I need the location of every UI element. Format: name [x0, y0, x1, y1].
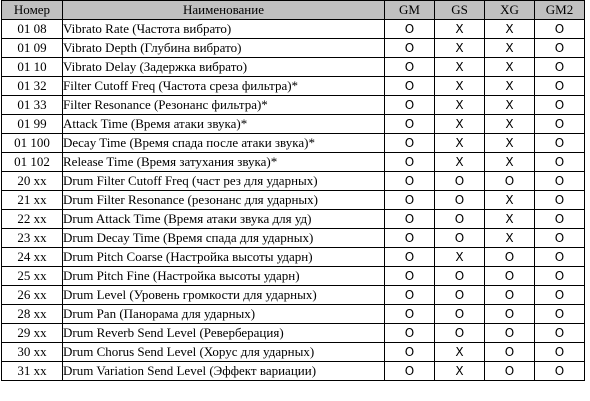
circle-icon: O	[535, 20, 585, 39]
cross-icon: X	[485, 153, 535, 172]
cell-name: Drum Variation Send Level (Эффект вариации)	[63, 362, 385, 381]
circle-icon: O	[385, 210, 435, 229]
circle-icon: O	[385, 191, 435, 210]
circle-icon: O	[435, 210, 485, 229]
table-row	[2, 115, 585, 134]
cross-icon: X	[485, 58, 535, 77]
cross-icon: X	[485, 134, 535, 153]
cell-name: Filter Cutoff Freq (Частота среза фильтра)*	[63, 77, 385, 96]
circle-icon: O	[535, 134, 585, 153]
header-number: Номер	[2, 1, 63, 20]
table-row	[2, 172, 585, 191]
cross-icon: X	[485, 39, 535, 58]
cell-number: 01 10	[2, 58, 63, 77]
circle-icon: O	[385, 153, 435, 172]
circle-icon: O	[385, 362, 435, 381]
circle-icon: O	[485, 267, 535, 286]
cell-name: Filter Resonance (Резонанс фильтра)*	[63, 96, 385, 115]
cross-icon: X	[485, 20, 535, 39]
cell-name: Drum Decay Time (Время спада для ударных)	[63, 229, 385, 248]
circle-icon: O	[535, 324, 585, 343]
cell-number: 24 xx	[2, 248, 63, 267]
circle-icon: O	[535, 77, 585, 96]
table-row	[2, 153, 585, 172]
circle-icon: O	[435, 324, 485, 343]
circle-icon: O	[435, 267, 485, 286]
circle-icon: O	[385, 39, 435, 58]
circle-icon: O	[385, 343, 435, 362]
circle-icon: O	[385, 324, 435, 343]
table-body	[2, 20, 585, 381]
circle-icon: O	[535, 362, 585, 381]
table-row	[2, 77, 585, 96]
table-row	[2, 229, 585, 248]
table-row	[2, 134, 585, 153]
midi-controller-table	[1, 0, 585, 381]
circle-icon: O	[435, 286, 485, 305]
table-row	[2, 210, 585, 229]
circle-icon: O	[385, 172, 435, 191]
cell-name: Drum Reverb Send Level (Реверберация)	[63, 324, 385, 343]
cell-number: 01 100	[2, 134, 63, 153]
circle-icon: O	[535, 153, 585, 172]
circle-icon: O	[385, 229, 435, 248]
circle-icon: O	[535, 286, 585, 305]
cell-name: Vibrato Depth (Глубина вибрато)	[63, 39, 385, 58]
circle-icon: O	[435, 191, 485, 210]
circle-icon: O	[535, 267, 585, 286]
cell-number: 01 102	[2, 153, 63, 172]
cross-icon: X	[435, 77, 485, 96]
table-row	[2, 248, 585, 267]
cross-icon: X	[435, 362, 485, 381]
table-row	[2, 58, 585, 77]
cross-icon: X	[435, 153, 485, 172]
circle-icon: O	[535, 172, 585, 191]
circle-icon: O	[485, 343, 535, 362]
circle-icon: O	[385, 115, 435, 134]
header-gm2: GM2	[535, 1, 585, 20]
table-row	[2, 191, 585, 210]
circle-icon: O	[385, 20, 435, 39]
circle-icon: O	[435, 305, 485, 324]
circle-icon: O	[385, 248, 435, 267]
cell-number: 30 xx	[2, 343, 63, 362]
circle-icon: O	[385, 58, 435, 77]
cell-name: Attack Time (Время атаки звука)*	[63, 115, 385, 134]
cell-number: 01 99	[2, 115, 63, 134]
circle-icon: O	[485, 305, 535, 324]
circle-icon: O	[535, 115, 585, 134]
circle-icon: O	[435, 172, 485, 191]
cell-name: Vibrato Delay (Задержка вибрато)	[63, 58, 385, 77]
table-row	[2, 362, 585, 381]
cell-name: Drum Attack Time (Время атаки звука для уд)	[63, 210, 385, 229]
circle-icon: O	[535, 39, 585, 58]
circle-icon: O	[435, 229, 485, 248]
table-row	[2, 343, 585, 362]
cell-name: Drum Level (Уровень громкости для ударных)	[63, 286, 385, 305]
cell-number: 28 xx	[2, 305, 63, 324]
circle-icon: O	[485, 286, 535, 305]
cross-icon: X	[485, 77, 535, 96]
cross-icon: X	[435, 58, 485, 77]
cell-number: 01 32	[2, 77, 63, 96]
circle-icon: O	[485, 362, 535, 381]
circle-icon: O	[535, 305, 585, 324]
cell-name: Drum Filter Resonance (резонанс для ударных)	[63, 191, 385, 210]
circle-icon: O	[485, 172, 535, 191]
circle-icon: O	[535, 191, 585, 210]
circle-icon: O	[385, 134, 435, 153]
table-row	[2, 305, 585, 324]
cell-number: 22 xx	[2, 210, 63, 229]
cross-icon: X	[435, 343, 485, 362]
cross-icon: X	[485, 210, 535, 229]
cell-number: 20 xx	[2, 172, 63, 191]
header-name: Наименование	[63, 1, 385, 20]
circle-icon: O	[485, 248, 535, 267]
cell-name: Drum Pitch Coarse (Настройка высоты ударн)	[63, 248, 385, 267]
cross-icon: X	[485, 96, 535, 115]
cell-name: Decay Time (Время спада после атаки звука)*	[63, 134, 385, 153]
cell-name: Release Time (Время затухания звука)*	[63, 153, 385, 172]
cross-icon: X	[435, 96, 485, 115]
table-row	[2, 324, 585, 343]
circle-icon: O	[535, 229, 585, 248]
circle-icon: O	[535, 248, 585, 267]
header-gm: GM	[385, 1, 435, 20]
circle-icon: O	[535, 343, 585, 362]
cross-icon: X	[435, 20, 485, 39]
cell-number: 01 33	[2, 96, 63, 115]
circle-icon: O	[535, 210, 585, 229]
cross-icon: X	[485, 229, 535, 248]
circle-icon: O	[385, 286, 435, 305]
cross-icon: X	[485, 115, 535, 134]
cell-name: Vibrato Rate (Частота вибрато)	[63, 20, 385, 39]
cross-icon: X	[435, 134, 485, 153]
circle-icon: O	[385, 77, 435, 96]
cross-icon: X	[435, 115, 485, 134]
table-row	[2, 96, 585, 115]
table-row	[2, 267, 585, 286]
cell-number: 29 xx	[2, 324, 63, 343]
table-row	[2, 39, 585, 58]
table-row	[2, 286, 585, 305]
header-row	[2, 1, 585, 20]
cell-number: 31 xx	[2, 362, 63, 381]
cell-name: Drum Chorus Send Level (Хорус для ударных)	[63, 343, 385, 362]
cell-number: 01 09	[2, 39, 63, 58]
circle-icon: O	[385, 96, 435, 115]
cell-name: Drum Pan (Панорама для ударных)	[63, 305, 385, 324]
table-row	[2, 20, 585, 39]
circle-icon: O	[485, 324, 535, 343]
cell-number: 21 xx	[2, 191, 63, 210]
cell-number: 23 xx	[2, 229, 63, 248]
table-header	[2, 1, 585, 20]
cross-icon: X	[485, 191, 535, 210]
circle-icon: O	[385, 267, 435, 286]
cross-icon: X	[435, 248, 485, 267]
circle-icon: O	[535, 96, 585, 115]
header-gs: GS	[435, 1, 485, 20]
cell-name: Drum Pitch Fine (Настройка высоты ударн)	[63, 267, 385, 286]
circle-icon: O	[385, 305, 435, 324]
cell-name: Drum Filter Cutoff Freq (част рез для ударных)	[63, 172, 385, 191]
cell-number: 26 xx	[2, 286, 63, 305]
cell-number: 01 08	[2, 20, 63, 39]
cross-icon: X	[435, 39, 485, 58]
header-xg: XG	[485, 1, 535, 20]
circle-icon: O	[535, 58, 585, 77]
cell-number: 25 xx	[2, 267, 63, 286]
